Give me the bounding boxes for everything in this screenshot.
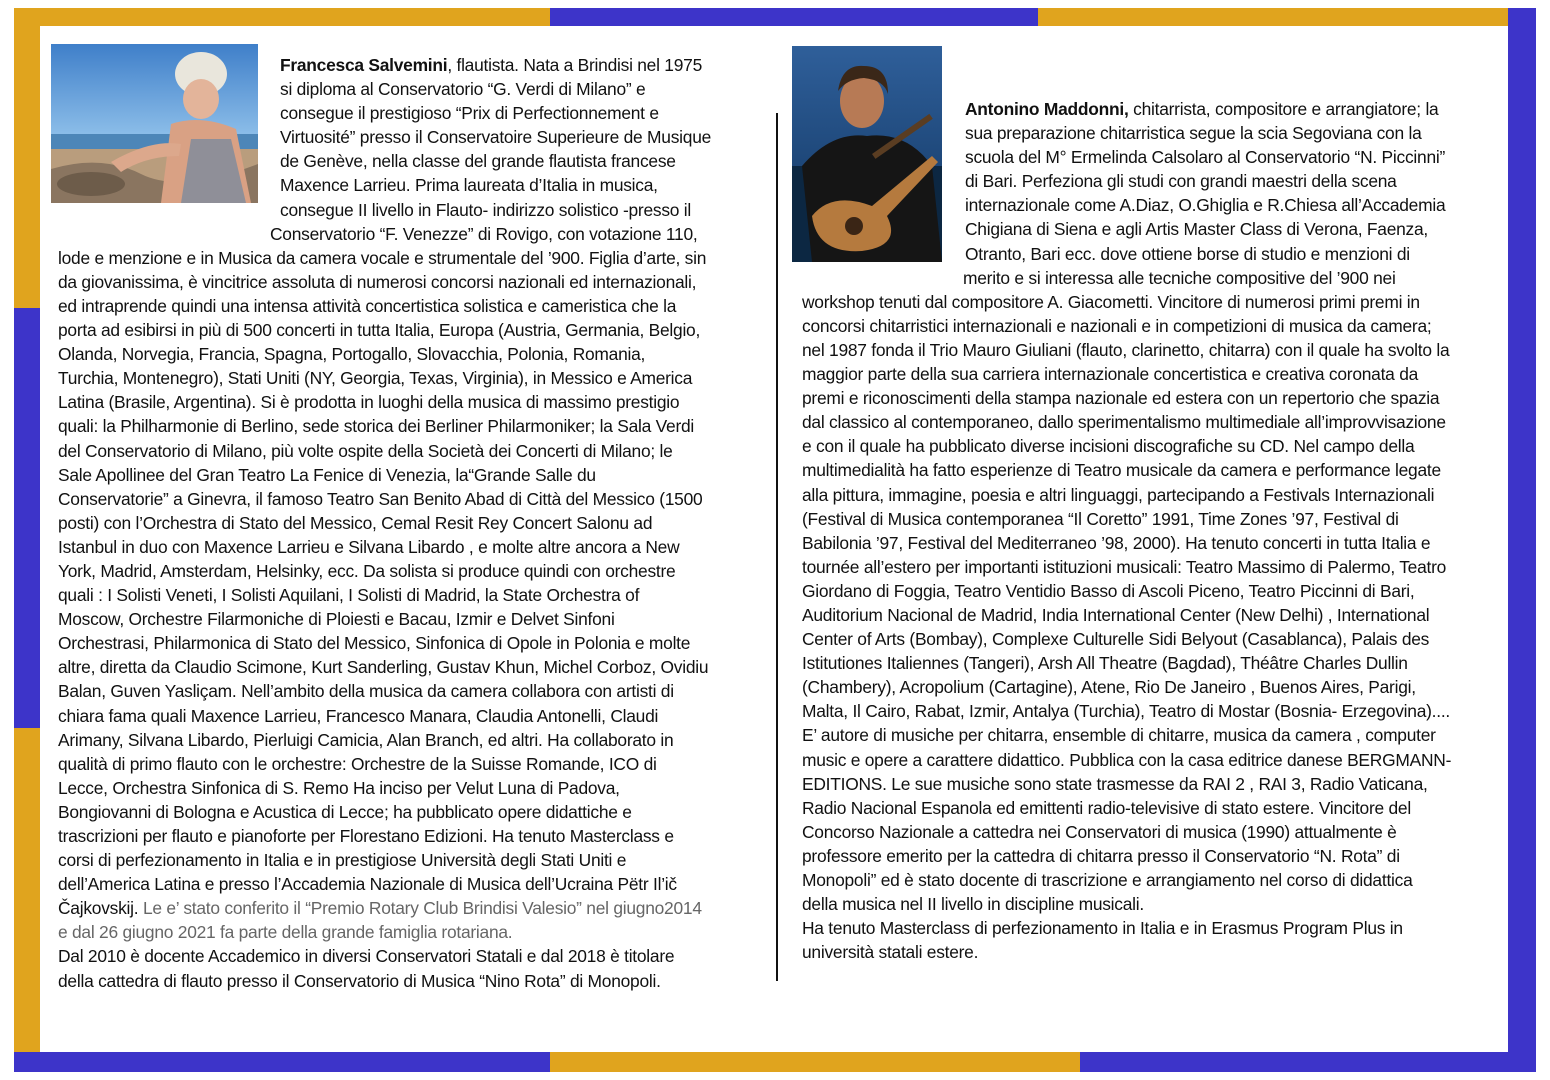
bio-line: scuola del M° Ermelinda Calsolaro al Conservatorio “N. Piccinni”	[965, 147, 1446, 168]
bio-line: Monopoli” ed è stato docente di trascrizione e arrangiamento nel corso di didattica	[802, 870, 1413, 890]
bio-line: consegue il prestigioso “Prix di Perfectionnement e	[280, 103, 659, 124]
bio-line: internazionale come A.Diaz, O.Ghiglia e R.Chiesa all’Accademia	[965, 195, 1446, 216]
bio-line: nel 1987 fonda il Trio Mauro Giuliani (flauto, clarinetto, chitarra) con il quale ha svolto la	[802, 339, 1450, 360]
bio-line: chiara fama quali Maxence Larrieu, Francesco Manara, Claudia Antonelli, Claudi	[58, 705, 659, 726]
bio-line: E’ autore di musiche per chitarra, ensemble di chitarre, musica da camera , computer	[802, 725, 1436, 746]
frame-bottom-gold	[550, 1052, 1080, 1072]
bio-line: Conservatorio “F. Venezze” di Rovigo, con votazione 110,	[270, 223, 698, 244]
bio-line: maggior parte della sua carriera internazionale concertistica e creativa coronata da	[802, 364, 1419, 385]
bio-line: concorsi chitarristici internazionali e nazionali e in competizioni di musica da camera;	[802, 315, 1432, 336]
bio-line: della cattedra di flauto presso il Conservatorio di Musica “Nino Rota” di Monopoli.	[58, 970, 661, 991]
bio-line: e con il quale ha pubblicato diverse incisioni discografiche su CD. Nel campo della	[802, 436, 1415, 457]
bio-line: Radio Nacional Espanola ed emittenti radio-televisive di stato estere. Vincitore del	[802, 797, 1411, 818]
bio-name: Antonino Maddonni,	[965, 99, 1129, 119]
bio-line: Ha tenuto Masterclass di perfezionamento in Italia e in Erasmus Program Plus in	[802, 918, 1403, 939]
bio-line: della musica nel II livello in discipline musicali.	[802, 894, 1144, 915]
bio-line: Otranto, Bari ecc. dove ottiene borse di studio e menzioni di	[965, 243, 1410, 264]
bio-line: qualità di primo flauto con le orchestre: Orchestre de la Suisse Romande, ICO di	[58, 753, 657, 774]
bio-line: Balan, Guven Yasliçam. Nell’ambito della musica da camera collabora con artisti di	[58, 681, 674, 702]
bio-line: Turchia, Montenegro), Stati Uniti (NY, Georgia, Texas, Virginia), in Messico e America	[58, 368, 693, 389]
bio-line: Virtuosité” presso il Conservatoire Superieure de Musique	[280, 127, 712, 148]
bio-line: Dal 2010 è docente Accademico in diversi Conservatori Statali e dal 2018 è titolare	[58, 946, 675, 967]
bio-line: del Conservatorio di Milano, più volte ospite della Società dei Concerti di Milano; le	[58, 440, 673, 461]
bio-line: Bongiovanni di Bologna e Acustica di Lecce; ha pubblicato opere didattiche e	[58, 801, 632, 822]
bio-line: lode e menzione e in Musica da camera vocale e strumentale del ’900. Figlia d’arte, sin	[58, 247, 707, 268]
bio-line: altre, diretta da Claudio Scimone, Kurt Sanderling, Gustav Khun, Michel Corboz, Ovidiu	[58, 657, 709, 678]
bio-line: posti) con l’Orchestra di Stato del Messico, Cemal Resit Rey Concert Salonu ad	[58, 512, 653, 533]
bio-line: Moscow, Orchestre Filarmoniche di Ploiesti e Bacau, Izmir e Delvet Sinfoni	[58, 609, 615, 630]
frame-bottom-blue-right	[1080, 1052, 1536, 1072]
bio-line: dal classico al contemporaneo, dallo sperimentalismo multimediale all’improvvisazione	[802, 412, 1446, 433]
bio-line: Latina (Brasile, Argentina). Si è prodotta in luoghi della musica di massimo prestigio	[58, 392, 680, 413]
bio-line: Sale Apollinee del Gran Teatro La Fenice di Venezia, la“Grande Salle du	[58, 464, 596, 485]
bio-line: quali: la Philharmonie di Berlino, sede storica dei Berliner Philarmoniker; la Sala Verdi	[58, 416, 695, 437]
bio-line: quali : I Solisti Veneti, I Solisti Aquilani, I Solisti di Madrid, la State Orchestra of	[58, 585, 640, 606]
column-divider	[776, 113, 778, 981]
frame-left-gold-bottom	[14, 728, 40, 1072]
bio-line: (Chambery), Acropolium (Cartagine), Atene, Rio De Janeiro , Buenos Aires, Parigi,	[802, 677, 1416, 698]
bio-line: Babilonia ’97, Festival del Mediterraneo ’98, 2000). Ha tenuto concerti in tutta Italia e	[802, 532, 1431, 553]
bio-line: Center of Arts (Bombay), Complexe Culturelle Sidi Belyout (Casablanca), Palais des	[802, 629, 1430, 650]
bio-line: Olanda, Norvegia, Francia, Spagna, Portogallo, Slovacchia, Polonia, Romania,	[58, 344, 646, 365]
bio-line: professore emerito per la cattedra di chitarra presso il Conservatorio “N. Rota” di	[802, 845, 1400, 866]
bio-line: EDITIONS. Le sue musiche sono state trasmesse da RAI 2 , RAI 3, Radio Vaticana,	[802, 773, 1428, 794]
bio-line: Antonino Maddonni, chitarrista, compositore e arrangiatore; la	[965, 99, 1439, 119]
bio-line: Maxence Larrieu. Prima laureata d’Italia in musica,	[280, 175, 658, 196]
frame-bottom-blue-left	[14, 1052, 550, 1072]
bio-line: Chigiana di Siena e agli Artis Master Class di Verona, Faenza,	[965, 219, 1428, 240]
bio-line: Malta, Il Cairo, Rabat, Izmir, Antalya (Turchia), Teatro di Mostar (Bosnia- Erzegovina)....	[802, 701, 1451, 722]
bio-line: merito e si interessa alle tecniche compositive del ’900 nei	[963, 267, 1396, 288]
bio-line: premi e riconoscimenti della stampa nazionale ed estera con un repertorio che spazia	[802, 388, 1440, 409]
bio-line: Concorso Nazionale a cattedra nei Conservatori di musica (1990) attualmente è	[802, 821, 1397, 842]
bio-line: sua preparazione chitarristica segue la scia Segoviana con la	[965, 123, 1422, 144]
bio-line: e dal 26 giugno 2021 fa parte della grande famiglia rotariana.	[58, 922, 513, 943]
bio-line: (Festival di Musica contemporanea “Il Coretto” 1991, Time Zones ’97, Festival di	[802, 508, 1399, 529]
bio-line: workshop tenuti dal compositore A. Giacometti. Vincitore di numerosi primi premi in	[802, 291, 1420, 312]
bio-line: Arimany, Silvana Libardo, Pierluigi Camicia, Alan Branch, ed altri. Ha collaborato in	[58, 729, 674, 750]
bio-name: Francesca Salvemini	[280, 55, 448, 75]
frame-top-blue	[550, 8, 1038, 26]
bio-line: si diploma al Conservatorio “G. Verdi di Milano” e	[280, 79, 646, 100]
bio-line: music e opere a carattere didattico. Pubblica con la casa editrice danese BERGMANN-	[802, 749, 1452, 770]
bio-antonino-maddonni	[802, 97, 1492, 964]
bio-line: Istitutiones Italiennes (Tangeri), Arsh All Theatre (Bagdad), Théâtre Charles Dullin	[802, 653, 1408, 674]
bio-line: Lecce, Orchestra Sinfonica di S. Remo Ha inciso per Velut Luna di Padova,	[58, 777, 620, 798]
bio-line: de Genève, nella classe del grande flautista francese	[280, 151, 676, 172]
bio-line: università statali estere.	[802, 942, 979, 963]
bio-line: di Bari. Perfeziona gli studi con grandi maestri della scena	[965, 171, 1397, 192]
bio-line: Istanbul in duo con Maxence Larrieu e Silvana Libardo , e molte altre ancora a New	[58, 536, 680, 557]
bio-line: alla pittura, immagine, poesia e altri linguaggi, partecipando a Festivals Internazionali	[802, 484, 1435, 505]
bio-line: consegue II livello in Flauto- indirizzo solistico -presso il	[280, 199, 691, 220]
bio-line: trascrizioni per flauto e pianoforte per Florestano Edizioni. Ha tenuto Masterclass e	[58, 826, 674, 846]
bio-line: Francesca Salvemini, flautista. Nata a Brindisi nel 1975	[280, 55, 702, 75]
frame-left-blue	[14, 308, 40, 728]
bio-line: tournée all’estero per importanti istituzioni musicali: Teatro Massimo di Palermo, Teatro	[802, 556, 1447, 577]
bio-line: Auditorium Nacional de Madrid, India International Center (New Delhi) , International	[802, 604, 1430, 625]
bio-line: Orchestrasi, Philarmonica di Stato del Messico, Sinfonica di Opole in Polonia e molte	[58, 633, 691, 654]
bio-line: Čajkovskij. Le e’ stato conferito il “Premio Rotary Club Brindisi Valesio” nel giugno2014	[58, 898, 702, 919]
bio-line: York, Madrid, Amsterdam, Helsinky, ecc. Da solista si produce quindi con orchestre	[58, 560, 676, 581]
bio-line: corsi di perfezionamento in Italia e in prestigiose Università degli Stati Uniti e	[58, 850, 627, 871]
frame-top-gold-right	[1038, 8, 1536, 26]
frame-left-gold-top	[14, 8, 40, 308]
bio-line: ed intraprende quindi una intensa attività concertistica solistica e cameristica che la	[58, 295, 677, 316]
bio-line: porta ad esibirsi in più di 500 concerti in tutta Italia, Europa (Austria, Germania, Belgio,	[58, 320, 701, 341]
bio-line: Giordano di Foggia, Teatro Ventidio Basso di Ascoli Piceno, Teatro Piccinni di Bari,	[802, 580, 1415, 601]
bio-francesca-salvemini	[58, 53, 758, 993]
frame-top-gold-left	[14, 8, 550, 26]
bio-line: da giovanissima, è vincitrice assoluta di numerosi concorsi nazionali ed internazionali,	[58, 271, 697, 292]
bio-line: multimedialità ha fatto esperienze di Teatro musicale da camera e performance legate	[802, 460, 1441, 481]
frame-right-blue	[1508, 8, 1536, 1072]
bio-line: Conservatorie” a Ginevra, il famoso Teatro San Benito Abad di Città del Messico (1500	[58, 488, 703, 509]
bio-line: dell’America Latina e presso l’Accademia Nazionale di Musica dell’Ucraina Pëtr Il’ič	[58, 874, 677, 895]
